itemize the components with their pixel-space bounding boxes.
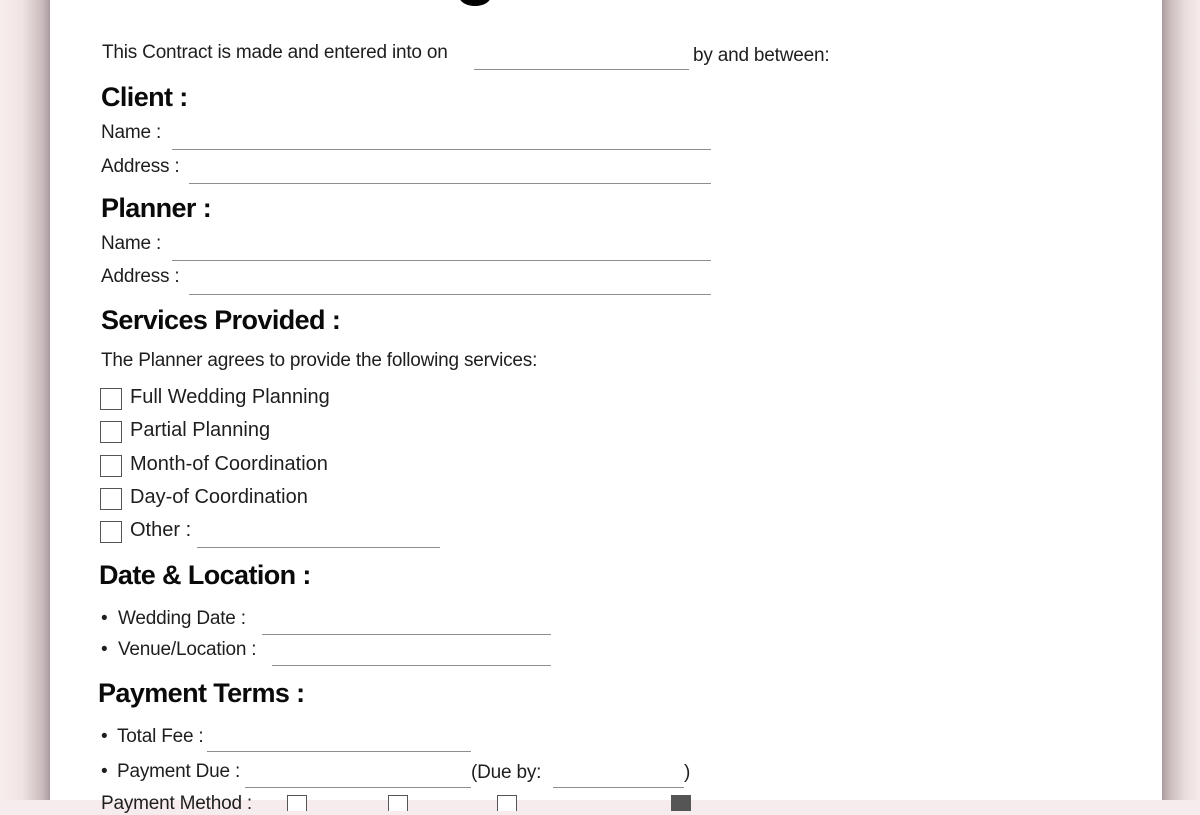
payment-terms-heading: Payment Terms : [98,678,305,708]
intro-suffix: by and between: [693,45,830,66]
planner-name-label: Name : [101,233,162,254]
planner-address-label: Address : [101,266,180,287]
payment-due-label: Payment Due : [117,761,241,782]
planner-address-field[interactable] [189,273,711,295]
checkbox-full-wedding-planning[interactable] [100,388,122,410]
label-other: Other : [130,519,192,541]
checkbox-partial-planning[interactable] [100,421,122,443]
date-location-heading: Date & Location : [99,560,311,590]
intro-prefix: This Contract is made and entered into on [102,42,448,63]
wedding-date-label: Wedding Date : [118,608,246,629]
label-full-wedding-planning: Full Wedding Planning [130,386,330,408]
contract-page [50,0,1162,814]
bullet-icon: • [101,608,108,629]
client-address-field[interactable] [189,162,711,184]
payment-method-label: Payment Method : [101,793,252,814]
venue-field[interactable] [272,644,551,666]
label-month-of-coordination: Month-of Coordination [130,453,328,475]
backdrop-left [0,0,50,800]
due-by-close: ) [684,762,691,783]
services-heading: Services Provided : [101,305,341,335]
bullet-icon: • [101,726,108,747]
total-fee-field[interactable] [207,730,471,752]
bullet-icon: • [101,761,108,782]
checkbox-day-of-coordination[interactable] [100,488,122,510]
planner-name-field[interactable] [172,239,711,261]
checkbox-month-of-coordination[interactable] [100,455,122,477]
label-day-of-coordination: Day-of Coordination [130,486,308,508]
backdrop-right [1162,0,1200,800]
services-intro: The Planner agrees to provide the following services: [101,350,538,371]
due-by-field[interactable] [553,766,684,788]
checkbox-payment-method-4[interactable] [671,795,691,811]
bullet-icon: • [101,639,108,660]
venue-label: Venue/Location : [118,639,257,660]
checkbox-payment-method-2[interactable] [388,795,408,811]
label-partial-planning: Partial Planning [130,419,271,441]
client-heading: Client : [101,82,188,112]
client-address-label: Address : [101,156,180,177]
checkbox-other[interactable] [100,521,122,543]
total-fee-label: Total Fee : [117,726,204,747]
other-service-field[interactable] [197,526,440,548]
client-name-field[interactable] [172,128,711,150]
wedding-date-field[interactable] [262,613,551,635]
payment-due-field[interactable] [245,766,471,788]
client-name-label: Name : [101,122,162,143]
checkbox-payment-method-3[interactable] [497,795,517,811]
due-by-open: (Due by: [471,762,542,783]
checkbox-payment-method-1[interactable] [287,795,307,811]
contract-date-field[interactable] [474,48,689,70]
planner-heading: Planner : [101,193,212,223]
title-fragment [459,0,491,6]
